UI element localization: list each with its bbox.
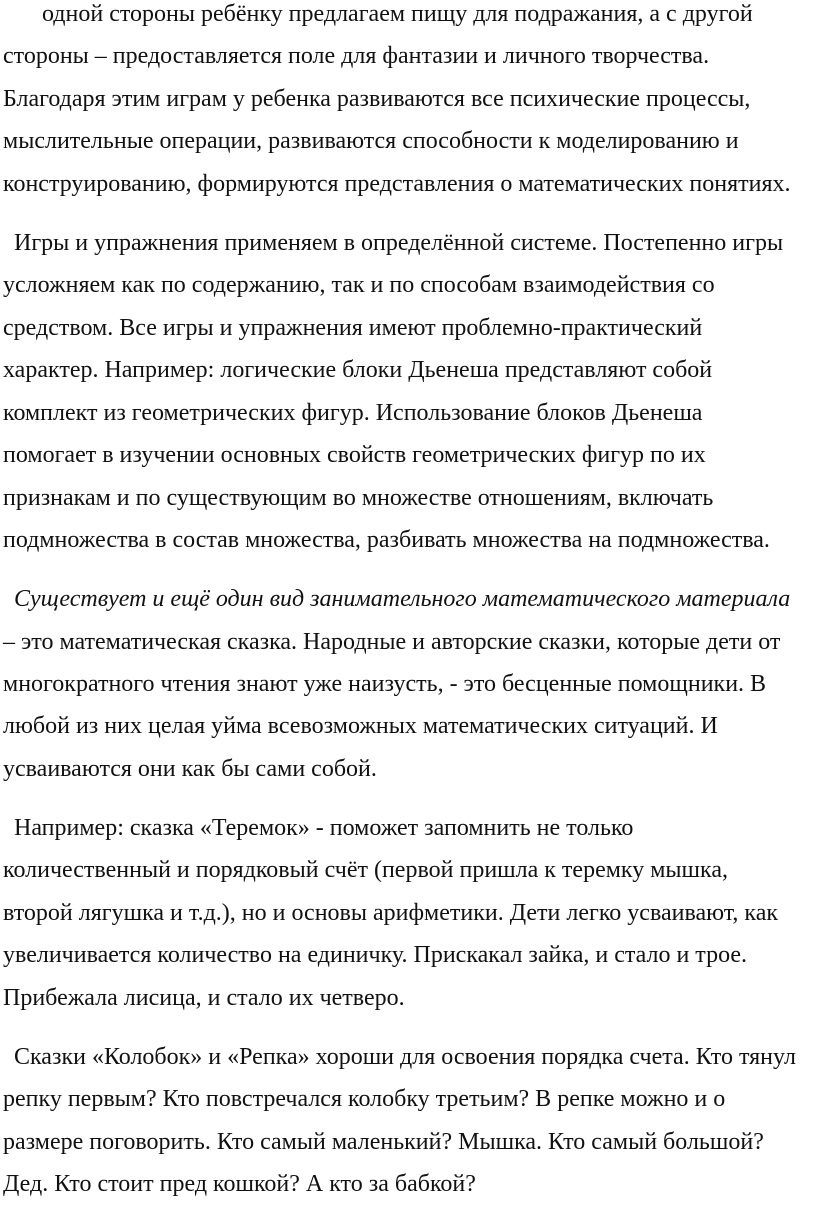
text-line: репку первым? Кто повстречался колобку третьим? В репке можно и о <box>3 1086 726 1112</box>
text-line: стороны – предоставляется поле для фантазии и личного творчества. <box>3 43 710 69</box>
text-line: многократного чтения знают уже наизусть, - это бесценные помощники. В <box>3 671 767 697</box>
text-line: – это математическая сказка. Народные и авторские сказки, которые дети от <box>3 629 781 655</box>
text-line: усваиваются они как бы сами собой. <box>3 756 377 782</box>
text-line: усложняем как по содержанию, так и по способам взаимодействия со <box>3 272 715 298</box>
text-line: средством. Все игры и упражнения имеют проблемно-практический <box>3 315 703 341</box>
italic-lead-text: Существует и ещё один вид занимательного математического материала <box>14 586 791 612</box>
text-line: Дед. Кто стоит пред кошкой? А кто за бабкой? <box>3 1171 476 1197</box>
text-line: Прибежала лисица, и стало их четверо. <box>3 985 405 1011</box>
text-line: второй лягушка и т.д.), но и основы арифметики. Дети легко усваивают, как <box>3 900 779 926</box>
text-line: комплект из геометрических фигур. Использование блоков Дьенеша <box>3 400 703 426</box>
text-line: Благодаря этим играм у ребенка развиваются все психические процессы, <box>3 86 751 112</box>
text-line: характер. Например: логические блоки Дьенеша представляют собой <box>3 357 713 383</box>
text-line: признакам и по существующим во множестве отношениям, включать <box>3 485 714 511</box>
text-line: мыслительные операции, развиваются способности к моделированию и <box>3 128 739 154</box>
text-line: Сказки «Колобок» и «Репка» хороши для освоения порядка счета. Кто тянул <box>14 1044 796 1070</box>
text-line: подмножества в состав множества, разбивать множества на подмножества. <box>3 527 770 553</box>
text-line: Игры и упражнения применяем в определённой системе. Постепенно игры <box>14 230 784 256</box>
text-line: конструированию, формируются представления о математических понятиях. <box>3 171 791 197</box>
text-line: количественный и порядковый счёт (первой пришла к теремку мышка, <box>3 857 728 883</box>
text-line: помогает в изучении основных свойств геометрических фигур по их <box>3 442 706 468</box>
text-line: одной стороны ребёнку предлагаем пищу для подражания, а с другой <box>42 1 753 27</box>
text-line: увеличивается количество на единичку. Прискакал зайка, и стало и трое. <box>3 942 748 968</box>
text-line: любой из них целая уйма всевозможных математических ситуаций. И <box>3 713 718 739</box>
text-line: размере поговорить. Кто самый маленький? Мышка. Кто самый большой? <box>3 1129 764 1155</box>
text-line: Например: сказка «Теремок» - поможет запомнить не только <box>14 815 634 841</box>
